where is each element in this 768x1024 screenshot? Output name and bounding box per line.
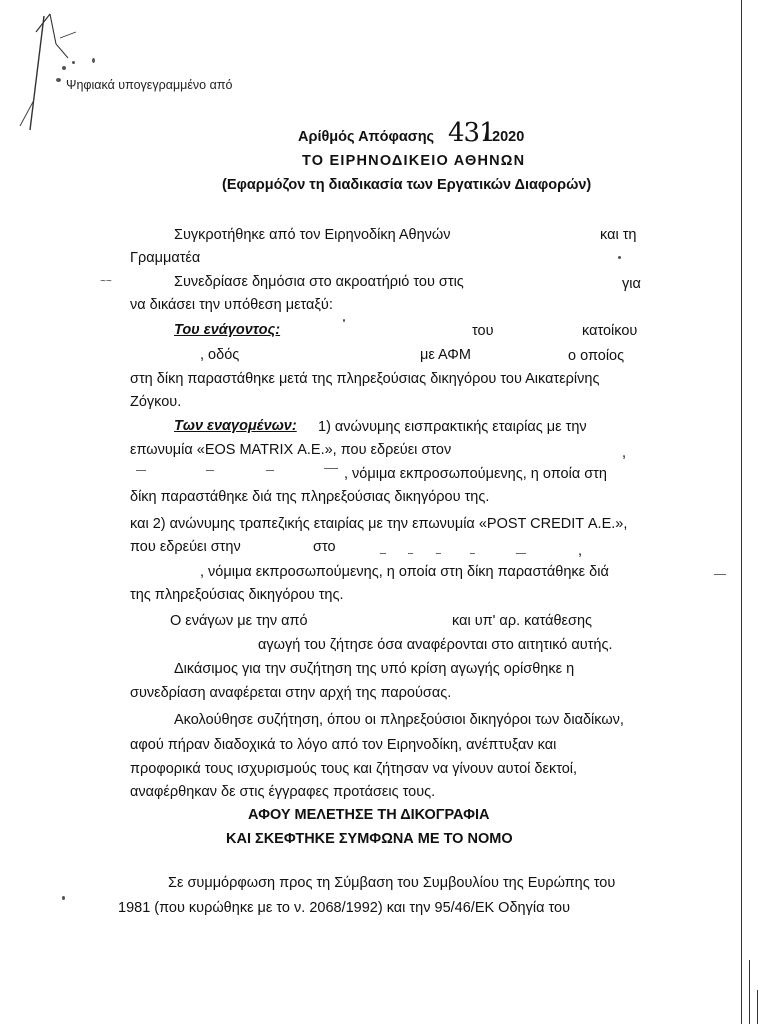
redaction-mark [324,468,338,469]
text-line: και 2) ανώνυμης τραπεζικής εταιρίας με την επωνυμία «POST CREDIT Α.Ε.», [130,516,628,532]
redaction-mark [408,553,413,554]
plaintiff-label: Του ενάγοντος: [174,322,281,338]
section-heading: ΑΦΟΥ ΜΕΛΕΤΗΣΕ ΤΗ ΔΙΚΟΓΡΑΦΙΑ [248,807,490,823]
text-line: και τη [600,227,637,243]
text-line: στο [313,539,336,555]
text-line: της πληρεξούσιας δικηγόρου της. [130,587,344,603]
text-line: κατοίκου [582,323,638,339]
text-line: αναφέρθηκαν δε στις έγγραφες προτάσεις τους. [130,784,436,800]
section-heading: ΚΑΙ ΣΚΕΦΤΗΚΕ ΣΥΜΦΩΝΑ ΜΕ ΤΟ ΝΟΜΟ [226,831,513,847]
scan-border-line [757,990,758,1024]
text-line: συνεδρίαση αναφέρεται στην αρχή της παρούσας. [130,685,452,701]
text-line: Γραμματέα [130,250,201,266]
redaction-mark [714,574,726,575]
text-line: ο οποίος [568,348,625,364]
redaction-mark [380,553,386,554]
text-line: για [622,276,641,292]
redaction-mark [516,553,526,554]
decision-year: / 2020 [484,129,525,145]
text-line: , [622,445,627,461]
scan-speck [72,61,75,64]
text-line: προφορικά τους ισχυρισμούς τους και ζήτησαν να γίνουν αυτοί δεκτοί, [130,761,578,777]
text-line: με ΑΦΜ [420,347,471,363]
scan-speck [92,58,95,63]
procedure-subtitle: (Εφαρμόζον τη διαδικασία των Εργατικών Διαφορών) [222,177,592,193]
scan-speck [618,256,621,259]
text-line: του [472,323,494,339]
redaction-mark [206,470,214,471]
text-line: Συνεδρίασε δημόσια στο ακροατήριό του στις [174,274,464,290]
digital-signature-stamp: Ψηφιακά υπογεγραμμένο από [66,78,233,92]
redaction-mark [136,470,146,471]
text-line: Ακολούθησε συζήτηση, όπου οι πληρεξούσιοι δικηγόροι των διαδίκων, [174,712,624,728]
scan-border-line [741,0,742,1024]
text-line: Ζόγκου. [130,394,182,410]
text-line: , οδός [200,347,240,363]
scan-speck [343,319,345,322]
text-line: Σε συμμόρφωση προς τη Σύμβαση του Συμβουλίου της Ευρώπης του [168,875,616,891]
text-line: επωνυμία «EOS MATRIX Α.Ε.», που εδρεύει στον [130,442,452,458]
text-line: Ο ενάγων με την από [170,613,308,629]
handwritten-decision-number: 431 [448,118,495,148]
scan-speck [56,78,61,82]
text-line: Δικάσιμος για την συζήτηση της υπό κρίση αγωγής ορίσθηκε η [174,661,575,677]
text-line: αφού πήραν διαδοχικά το λόγο από τον Ειρηνοδίκη, ανέπτυξαν και [130,737,557,753]
redaction-mark [266,470,274,471]
text-line: 1981 (που κυρώθηκε με το ν. 2068/1992) και την 95/46/ΕΚ Οδηγία του [118,900,570,916]
text-line: Συγκροτήθηκε από τον Ειρηνοδίκη Αθηνών [174,227,451,243]
text-line: , νόμιμα εκπροσωπούμενης, η οποία στη δίκη παραστάθηκε διά [200,564,609,580]
scan-speck [62,66,66,70]
text-line: , [578,543,583,559]
redaction-mark [436,553,441,554]
text-line: 1) ανώνυμης εισπρακτικής εταιρίας με την [318,419,587,435]
redaction-mark [470,553,475,554]
text-line: και υπ' αρ. κατάθεσης [452,613,593,629]
text-line: αγωγή του ζήτησε όσα αναφέρονται στο αιτητικό αυτής. [258,637,613,653]
text-line: που εδρεύει στην [130,539,241,555]
scan-speck [62,896,65,900]
court-title: ΤΟ ΕΙΡΗΝΟΔΙΚΕΙΟ ΑΘΗΝΩΝ [302,153,526,169]
text-line: , νόμιμα εκπροσωπούμενης, η οποία στη [344,466,607,482]
text-line: να δικάσει την υπόθεση μεταξύ: [130,297,333,313]
text-line: δίκη παραστάθηκε διά της πληρεξούσιας δικηγόρου της. [130,489,490,505]
decision-label: Αρίθμός Απόφασης [298,129,435,145]
defendants-label: Των εναγομένων: [174,418,297,434]
scan-scribble: ~~ [100,276,112,287]
scan-border-line [749,960,750,1024]
text-line: στη δίκη παραστάθηκε μετά της πληρεξούσιας δικηγόρου του Αικατερίνης [130,371,600,387]
